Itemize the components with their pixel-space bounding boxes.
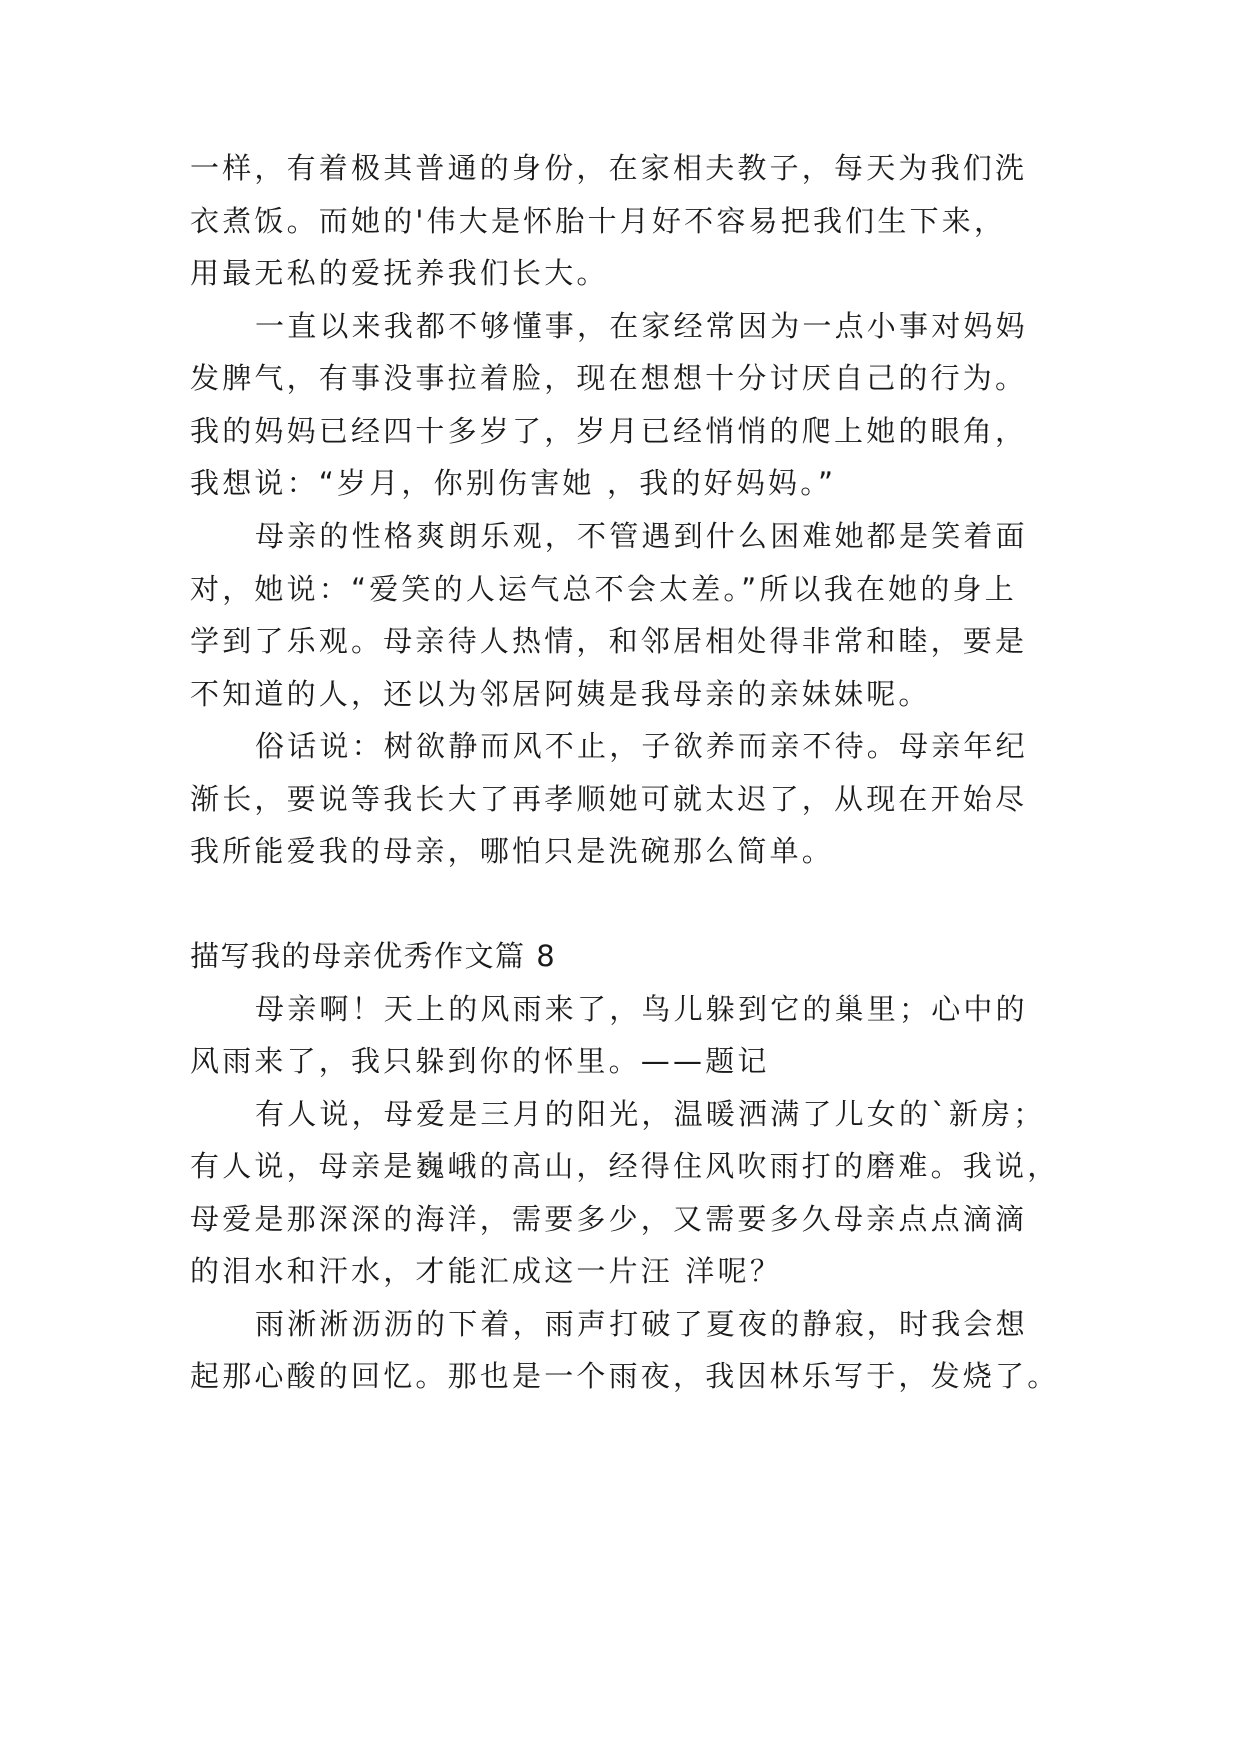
paragraph-first-line: 母亲啊！天上的风雨来了，鸟儿躲到它的巢里；心中的 <box>255 992 1028 1026</box>
text-line: 我想说：“岁月，你别伤害她 ，我的好妈妈。” <box>190 466 837 500</box>
text-line: 发脾气，有事没事拉着脸，现在想想十分讨厌自己的行为。 <box>190 361 1028 395</box>
text-line: 学到了乐观。母亲待人热情，和邻居相处得非常和睦，要是 <box>190 624 1028 658</box>
text-line: 风雨来了，我只躲到你的怀里。——题记 <box>190 1044 770 1078</box>
text-line: 我所能爱我的母亲，哪怕只是洗碗那么简单。 <box>190 834 835 868</box>
text-line: 不知道的人，还以为邻居阿姨是我母亲的亲妹妹呢。 <box>190 677 931 711</box>
text-line: 有人说，母亲是巍峨的高山，经得住风吹雨打的磨难。我说， <box>190 1149 1060 1183</box>
paragraph-first-line: 一直以来我都不够懂事，在家经常因为一点小事对妈妈 <box>255 309 1028 343</box>
paragraph-first-line: 雨淅淅沥沥的下着，雨声打破了夏夜的静寂，时我会想 <box>255 1307 1028 1341</box>
section-heading: 描写我的母亲优秀作文篇 8 <box>190 939 557 973</box>
text-line: 衣煮饭。而她的'伟大是怀胎十月好不容易把我们生下来， <box>190 204 1007 238</box>
text-line: 起那心酸的回忆。那也是一个雨夜，我因林乐写于，发烧了。 <box>190 1359 1060 1393</box>
text-line: 的泪水和汗水，才能汇成这一片汪 洋呢？ <box>190 1254 783 1288</box>
paragraph-first-line: 母亲的性格爽朗乐观，不管遇到什么困难她都是笑着面 <box>255 519 1028 553</box>
text-line: 我的妈妈已经四十多岁了，岁月已经悄悄的爬上她的眼角， <box>190 414 1028 448</box>
paragraph-first-line: 有人说，母爱是三月的阳光，温暖洒满了儿女的`新房； <box>255 1097 1046 1131</box>
paragraph-first-line: 俗话说：树欲静而风不止，子欲养而亲不待。母亲年纪 <box>255 729 1028 763</box>
text-line: 母爱是那深深的海洋，需要多少，又需要多久母亲点点滴滴 <box>190 1202 1028 1236</box>
text-line: 渐长，要说等我长大了再孝顺她可就太迟了，从现在开始尽 <box>190 782 1028 816</box>
text-line: 用最无私的爱抚养我们长大。 <box>190 256 609 290</box>
text-line: 一样，有着极其普通的身份，在家相夫教子，每天为我们洗 <box>190 151 1028 185</box>
text-line: 对，她说：“爱笑的人运气总不会太差。”所以我在她的身上 <box>190 572 1017 606</box>
